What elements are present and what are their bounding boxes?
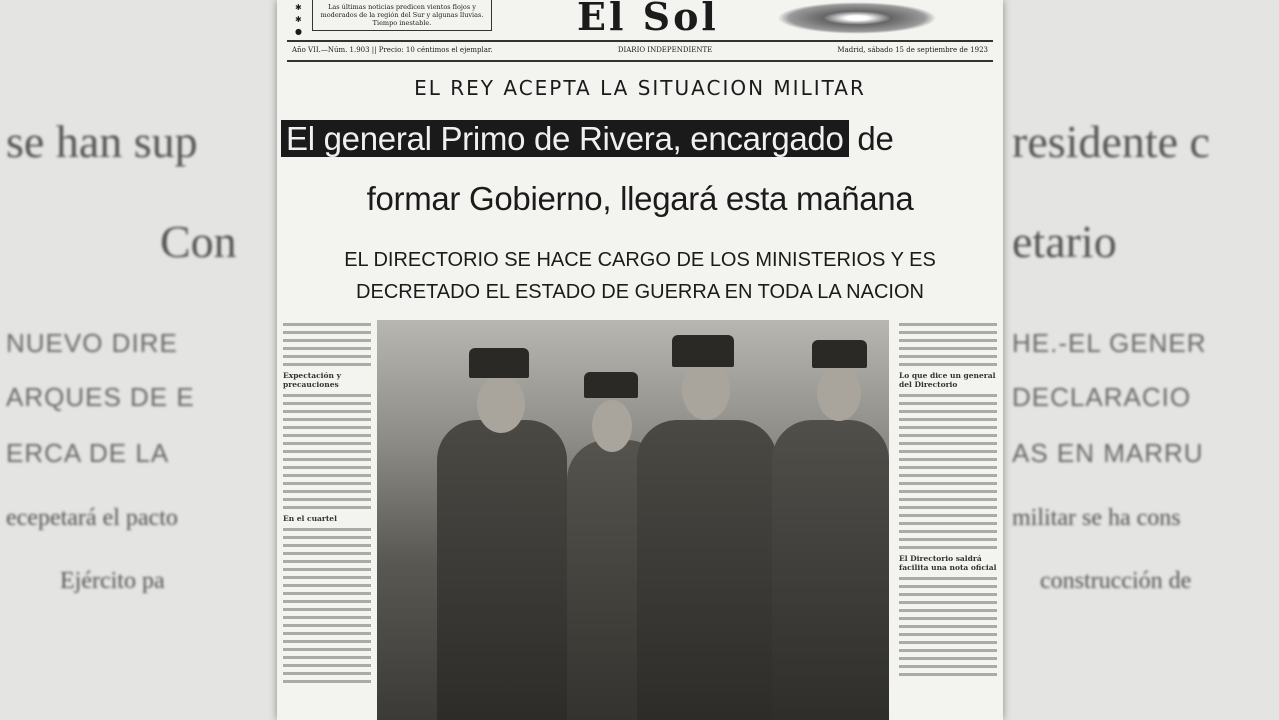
- text-line: [283, 656, 371, 659]
- text-line: [283, 458, 371, 461]
- headline-highlight: El general Primo de Rivera, encargado: [281, 120, 849, 157]
- text-line: [899, 506, 997, 509]
- text-line: [899, 331, 997, 334]
- text-line: [283, 560, 371, 563]
- photo-figure: [477, 375, 525, 433]
- photo-figure: [437, 420, 567, 720]
- text-line: [899, 538, 997, 541]
- right-column: [899, 318, 997, 681]
- column-subhead: En el cuartel: [283, 514, 337, 523]
- text-line: [899, 649, 997, 652]
- text-line: [899, 418, 997, 421]
- column-subhead: El Directorio saldrá facilita una nota oficial: [899, 554, 997, 572]
- text-line: [283, 498, 371, 501]
- tagline: DIARIO INDEPENDIENTE: [617, 46, 713, 54]
- photo-figure: [592, 400, 632, 452]
- text-line: [283, 600, 371, 603]
- bg-text: militar se ha cons: [1012, 505, 1181, 531]
- text-line: [899, 585, 997, 588]
- photo-figure: [637, 420, 777, 720]
- subheadline: [281, 244, 999, 308]
- text-line: [283, 410, 371, 413]
- text-line: [899, 577, 997, 580]
- text-line: [283, 568, 371, 571]
- kicker: EL REY ACEPTA LA SITUACION MILITAR: [414, 76, 866, 100]
- text-line: [283, 490, 371, 493]
- text-line: [283, 552, 371, 555]
- decorative-stars: ✱ ✱ ●: [295, 3, 302, 36]
- text-line: [283, 608, 371, 611]
- bg-text: ERCA DE LA: [6, 438, 170, 468]
- text-line: [899, 593, 997, 596]
- text-line: [283, 680, 371, 683]
- divider: [287, 40, 993, 42]
- text-line: [283, 536, 371, 539]
- text-line: [283, 584, 371, 587]
- headline: [281, 120, 999, 158]
- text-line: [283, 544, 371, 547]
- text-line: [283, 442, 371, 445]
- text-line: [283, 355, 371, 358]
- text-line: [899, 402, 997, 405]
- text-line: [283, 363, 371, 366]
- text-line: [899, 633, 997, 636]
- text-line: [283, 466, 371, 469]
- photo-figure: [682, 360, 730, 420]
- text-line: [283, 474, 371, 477]
- text-line: [899, 434, 997, 437]
- text-line: [283, 592, 371, 595]
- photo-generals: [377, 320, 889, 720]
- text-line: [899, 394, 997, 397]
- text-line: [283, 394, 371, 397]
- bg-text: etario: [1012, 216, 1117, 267]
- text-line: [283, 640, 371, 643]
- photo-figure: [469, 348, 529, 378]
- photo-figure: [584, 372, 638, 398]
- text-line: [899, 450, 997, 453]
- text-line: [899, 410, 997, 413]
- bg-text: HE.-EL GENER: [1012, 328, 1207, 358]
- text-line: [283, 664, 371, 667]
- bg-text: construcción de: [1040, 568, 1192, 594]
- text-line: [283, 672, 371, 675]
- bg-text: AS EN MARRU: [1012, 438, 1204, 468]
- crest-emblem: [777, 2, 937, 34]
- text-line: [283, 402, 371, 405]
- text-line: [899, 546, 997, 549]
- text-line: [283, 506, 371, 509]
- text-line: [899, 625, 997, 628]
- newspaper-page: [277, 0, 1003, 720]
- photo-figure: [817, 365, 861, 421]
- text-line: [283, 616, 371, 619]
- bg-text: se han sup: [6, 116, 198, 167]
- text-line: [283, 339, 371, 342]
- photo-figure: [812, 340, 867, 368]
- text-line: [283, 426, 371, 429]
- column-subhead: Expectación y precauciones: [283, 371, 341, 389]
- text-line: [899, 426, 997, 429]
- weather-box: Las últimas noticias predicen vientos flojos y moderados de la región del Sur y algunas lluvias. Tiempo inestable.: [312, 0, 492, 31]
- text-line: [283, 347, 371, 350]
- text-line: [283, 434, 371, 437]
- photo-figure: [772, 420, 889, 720]
- text-line: [899, 601, 997, 604]
- masthead: El Sol: [577, 0, 719, 39]
- bg-text: ARQUES DE E: [6, 382, 195, 412]
- text-line: [899, 323, 997, 326]
- text-line: [899, 530, 997, 533]
- text-line: [899, 673, 997, 676]
- text-line: [283, 624, 371, 627]
- column-subhead: Lo que dice un general del Directorio: [899, 371, 996, 389]
- text-line: [899, 442, 997, 445]
- text-line: [283, 482, 371, 485]
- subhead-line: DECRETADO EL ESTADO DE GUERRA EN TODA LA NACION: [356, 281, 924, 303]
- bg-text: Con: [160, 216, 237, 267]
- text-line: [283, 648, 371, 651]
- text-line: [283, 323, 371, 326]
- headline-rest: de: [857, 120, 894, 157]
- text-line: [899, 641, 997, 644]
- bg-text: NUEVO DIRE: [6, 328, 178, 358]
- text-line: [899, 514, 997, 517]
- text-line: [899, 498, 997, 501]
- text-line: [899, 355, 997, 358]
- text-line: [899, 474, 997, 477]
- photo-figure: [672, 335, 734, 367]
- issue-info: Año VII.—Núm. 1.903 || Precio: 10 céntimos el ejemplar.: [292, 46, 493, 54]
- text-line: [899, 339, 997, 342]
- text-line: [899, 665, 997, 668]
- date: Madrid, sábado 15 de septiembre de 1923: [837, 46, 988, 54]
- text-line: [899, 490, 997, 493]
- text-line: [899, 363, 997, 366]
- text-line: [283, 418, 371, 421]
- dateline: [292, 46, 988, 54]
- headline-line2: formar Gobierno, llegará esta mañana: [366, 180, 914, 217]
- text-line: [899, 466, 997, 469]
- text-line: [899, 458, 997, 461]
- bg-text: ecepetará el pacto: [6, 505, 178, 531]
- text-line: [899, 617, 997, 620]
- text-line: [283, 528, 371, 531]
- subhead-line: EL DIRECTORIO SE HACE CARGO DE LOS MINISTERIOS Y ES: [344, 249, 936, 271]
- text-line: [283, 331, 371, 334]
- left-column: [283, 318, 371, 688]
- text-line: [283, 632, 371, 635]
- text-line: [899, 482, 997, 485]
- bg-text: Ejército pa: [60, 568, 165, 594]
- text-line: [899, 522, 997, 525]
- text-line: [899, 657, 997, 660]
- bg-text: DECLARACIO: [1012, 382, 1192, 412]
- text-line: [899, 347, 997, 350]
- text-line: [283, 450, 371, 453]
- text-line: [899, 609, 997, 612]
- text-line: [283, 576, 371, 579]
- divider: [287, 60, 993, 62]
- bg-text: residente c: [1012, 116, 1210, 167]
